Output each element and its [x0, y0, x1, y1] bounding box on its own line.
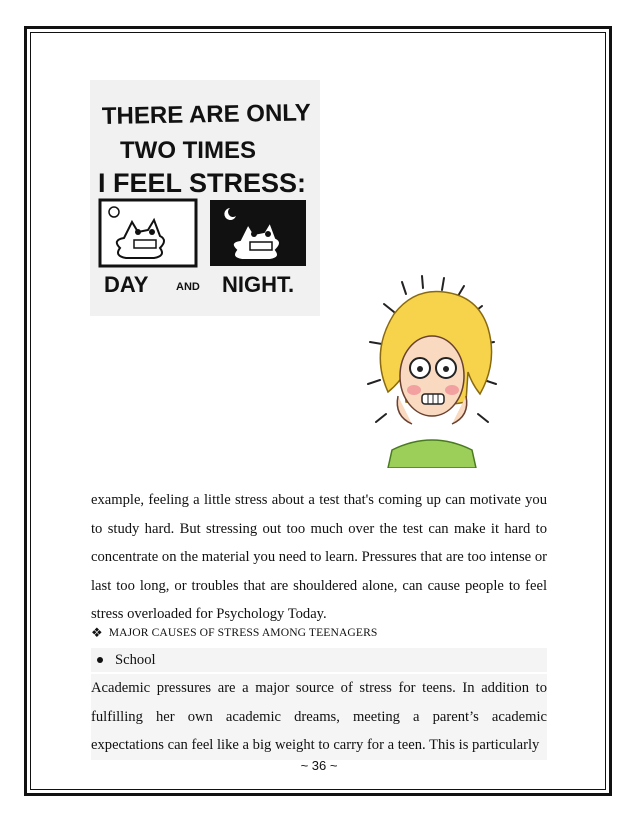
stress-cartoon-image	[90, 80, 320, 316]
section-heading-text: MAJOR CAUSES OF STRESS AMONG TEENAGERS	[108, 626, 378, 639]
bullet-item-label: School	[115, 651, 156, 668]
stressed-girl-illustration	[362, 272, 502, 468]
diamond-bullet-icon: ❖	[91, 625, 103, 640]
cartoon-line-3: I FEEL STRESS:	[98, 168, 307, 198]
bullet-item-school	[91, 648, 547, 672]
section-heading	[91, 626, 377, 639]
day-panel	[100, 200, 196, 266]
page-number: ~ 36 ~	[300, 758, 338, 773]
body-paragraph-1: example, feeling a little stress about a test that's coming up can motivate you to study hard. But stressing out too much over the test can make it hard to concentrate on the material you need to learn. Pressures that are too intense or last too long, or troubles that are shouldered alone, can cause people to feel stress overloaded for Psychology Today.	[91, 492, 547, 622]
cartoon-line-2: TWO TIMES	[120, 137, 256, 164]
bullet-dot-icon	[97, 657, 103, 663]
cartoon-line-1: THERE ARE ONLY	[101, 99, 311, 130]
caption-and: AND	[176, 281, 200, 293]
night-panel	[210, 200, 306, 266]
caption-day: DAY	[104, 272, 149, 297]
body-paragraph-2: Academic pressures are a major source of stress for teens. In addition to fulfilling her own academic dreams, meeting a parent’s academic expectations can feel like a big weight to carry for a teen. This is particularly	[91, 674, 547, 760]
caption-night: NIGHT.	[222, 272, 295, 297]
